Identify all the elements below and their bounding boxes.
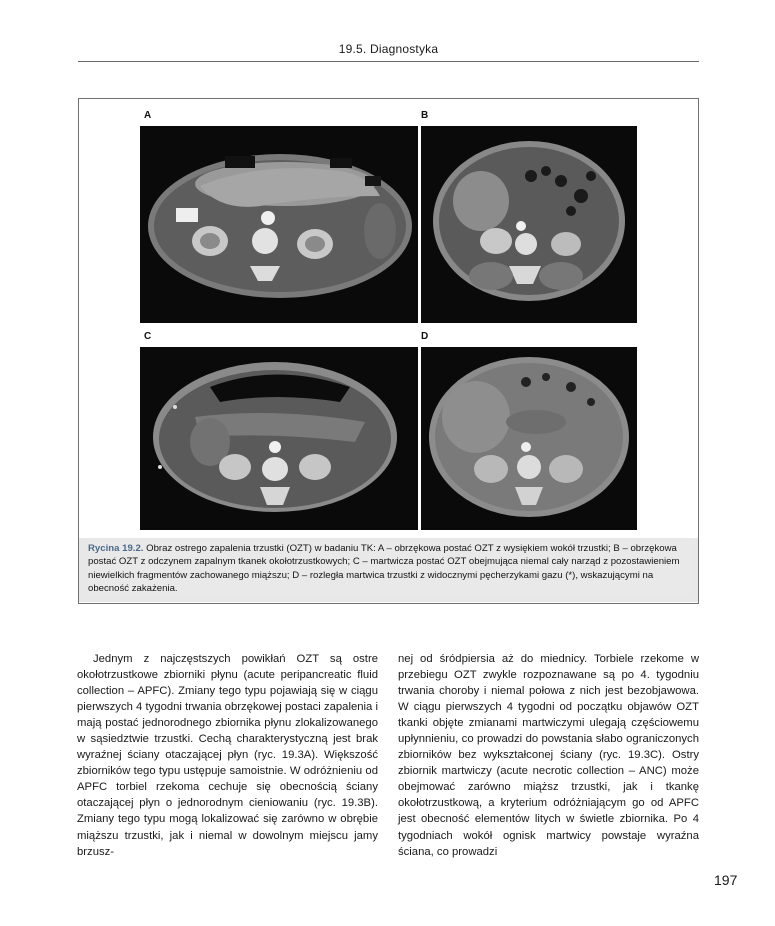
body-text-left-column bbox=[77, 651, 378, 860]
ct-image-panel-d bbox=[421, 347, 637, 530]
ct-image-panel-c bbox=[140, 347, 418, 530]
panel-letter-b: B bbox=[421, 110, 429, 121]
body-text-right-column bbox=[398, 651, 699, 860]
caption-text: Obraz ostrego zapalenia trzustki (OZT) w badaniu TK: A – obrzękowa postać OZT z wysiękiem wokół trzustki; B – obrzękowa postać OZT z odczynem zapalnym tkanek okołotrzustkowych; C – martwicza postać OZT obejmująca niemal cały narząd z pozostawieniem niewielkich fragmentów zachowanego miąższu; D – rozległa martwica trzustki z widocznymi pęcherzykami gazu (*), wskazującymi na obecność zakażenia. bbox=[88, 543, 680, 595]
paragraph-left: Jednym z najczęstszych powikłań OZT są ostre okołotrzustkowe zbiorniki płynu (acute peripancreatic fluid collection – APFC). Zmiany tego typu pojawiają się w ciągu pierwszych 4 tygodni trwania obrzękowej postaci zapalenia i mają postać jednorodnego zbiornika płynu zlokalizowanego w sąsiedztwie trzustki. Cechą charakterystyczną jest brak wyraźnej ściany otaczającej płyn (ryc. 19.3A). Większość zbiorników tego typu ustępuje samoistnie. W odróżnieniu od APFC torbiel rzekoma cechuje się obecnością ściany otaczającej płyn o jednorodnym cieniowaniu (ryc. 19.3B). Zmiany tego typu mogą lokalizować się zarówno w obrębie miąższu trzustki, jak i niemal w dowolnym miejscu jamy brzusz- bbox=[77, 653, 378, 858]
caption-label: Rycina 19.2. bbox=[88, 543, 144, 554]
panel-letter-d: D bbox=[421, 331, 429, 342]
ct-image-panel-b bbox=[421, 126, 637, 323]
panel-letter-c: C bbox=[144, 331, 152, 342]
header-rule bbox=[78, 61, 699, 62]
running-head: 19.5. Diagnostyka bbox=[338, 42, 439, 56]
figure-caption bbox=[88, 542, 692, 596]
paragraph-right: nej od śródpiersia aż do miednicy. Torbiele rzekome w przebiegu OZT zwykle rozpoznawane są po 4. tygodniu trwania choroby i niemal połowa z nich jest bezobjawowa. W ciągu pierwszych 4 tygodni od początku objawów OZT tkanki objęte zmianami martwiczymi ulegają częściowemu upłynnieniu, co prowadzi do powstania słabo ograniczonych zbiorników bez wykształconej ściany (ryc. 19.3C). Ostry zbiornik martwiczy (acute necrotic collection – ANC) może obejmować zarówno miąższ trzustki, jak i tkankę okołotrzustkową, a kryterium odróżniającym go od APFC jest obecność elementów litych w świetle zbiornika. Po 4 tygodniach wokół ognisk martwicy powstaje wyraźna ściana, co prowadzi bbox=[398, 653, 699, 858]
ct-image-panel-a bbox=[140, 126, 418, 323]
page-number: 197 bbox=[714, 872, 738, 888]
panel-letter-a: A bbox=[144, 110, 152, 121]
